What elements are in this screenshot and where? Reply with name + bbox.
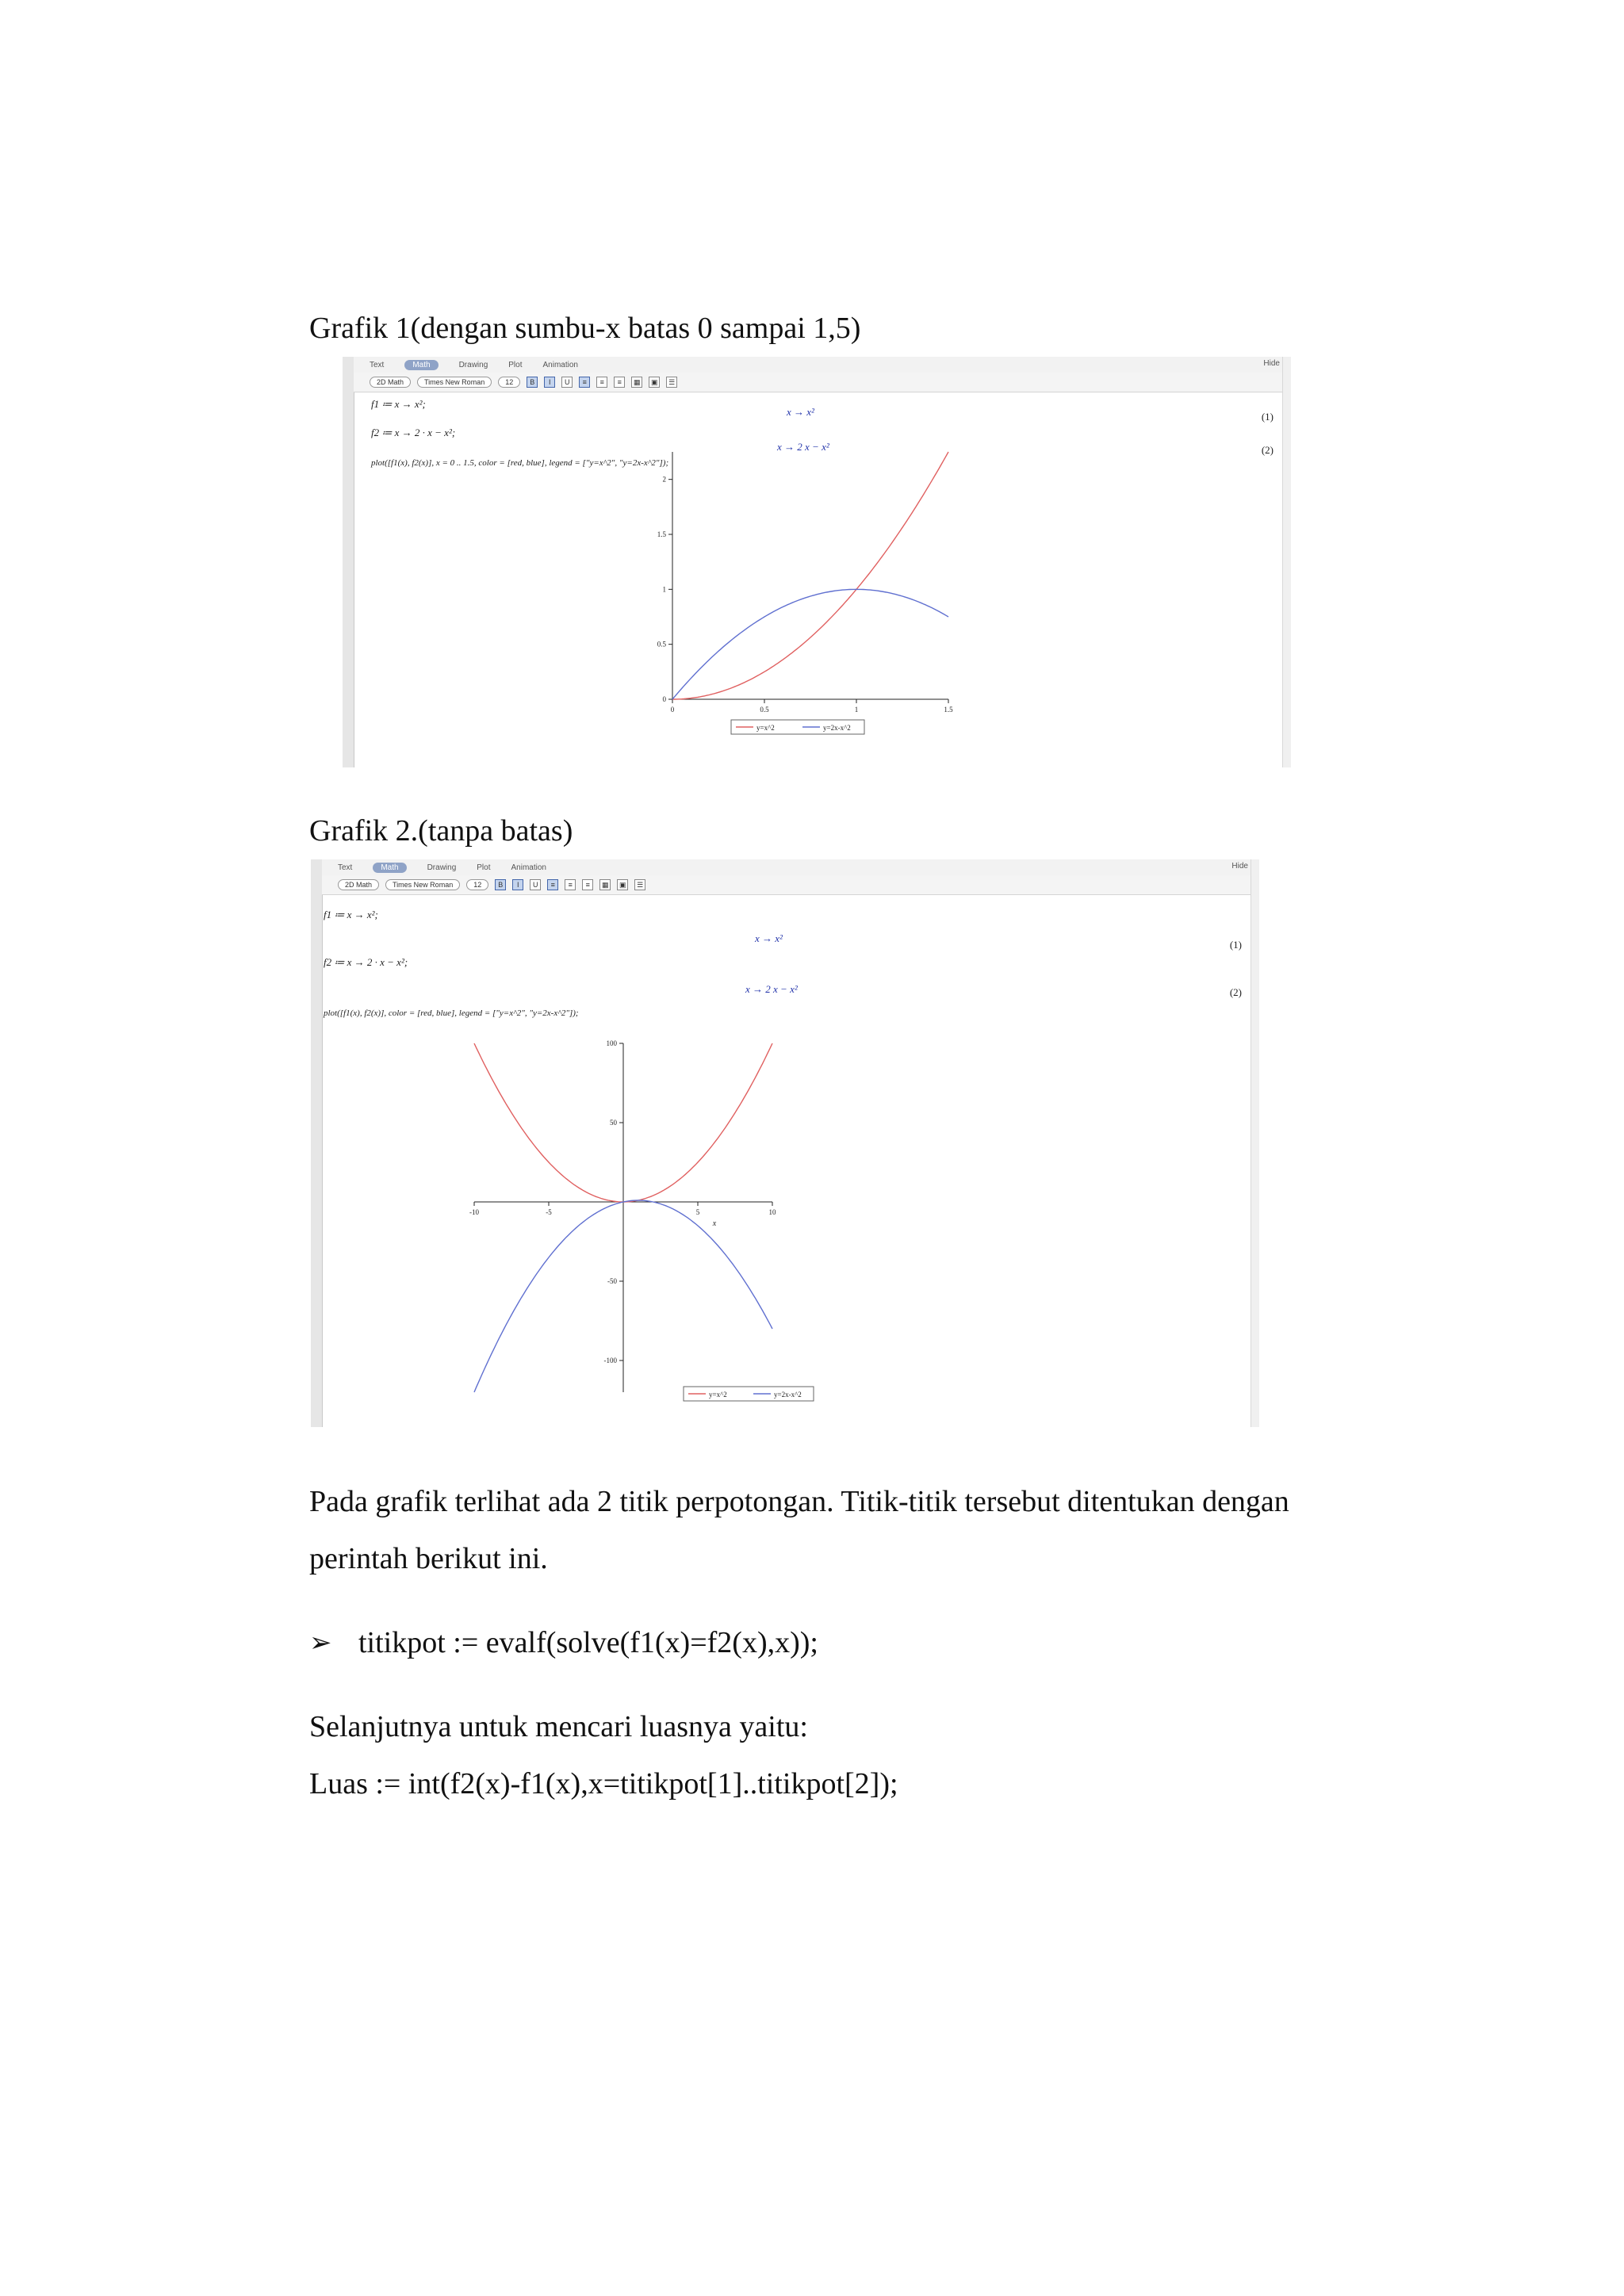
- body-paragraph: Pada grafik terlihat ada 2 titik perpotongan. Titik-titik tersebut ditentukan dengan perintah berikut ini.: [309, 1485, 1289, 1575]
- tab-plot[interactable]: Plot: [477, 863, 491, 872]
- y-tick-label: 0.5: [657, 640, 666, 649]
- y-tick-label: 0: [662, 695, 666, 703]
- align-center-icon[interactable]: ≡: [596, 377, 607, 388]
- command-f2[interactable]: f2 ≔ x → 2 · x − x²;: [371, 427, 456, 438]
- x-axis-label: x: [712, 1219, 717, 1228]
- caption-grafik-1: Grafik 1(dengan sumbu-x batas 0 sampai 1,5): [309, 312, 861, 345]
- series-line-1: [672, 452, 948, 699]
- right-scrollbar[interactable]: [1251, 859, 1259, 1427]
- x-tick-label: 10: [768, 1208, 776, 1216]
- italic-icon[interactable]: I: [544, 377, 555, 388]
- bullet-item: [309, 1624, 818, 1662]
- output-f2: x → 2 x − x²: [777, 441, 829, 453]
- series-line-2: [672, 589, 948, 699]
- underline-icon[interactable]: U: [561, 377, 573, 388]
- image-icon[interactable]: ▣: [617, 879, 628, 890]
- size-dropdown[interactable]: 12: [498, 377, 520, 388]
- y-tick-label: 100: [606, 1039, 617, 1047]
- x-tick-label: -5: [546, 1208, 552, 1216]
- size-dropdown[interactable]: 12: [466, 879, 488, 890]
- equation-label-1: (1): [1261, 411, 1274, 423]
- align-right-icon[interactable]: ≡: [614, 377, 625, 388]
- font-dropdown[interactable]: Times New Roman: [385, 879, 460, 890]
- tab-animation[interactable]: Animation: [542, 360, 578, 369]
- plot-1: [343, 357, 1291, 767]
- maple-screenshot-1: [343, 357, 1291, 767]
- x-tick-label: 5: [695, 1208, 700, 1216]
- output-f2: x → 2 x − x²: [745, 983, 798, 995]
- command-f2[interactable]: f2 ≔ x → 2 · x − x²;: [324, 956, 408, 968]
- underline-icon[interactable]: U: [530, 879, 541, 890]
- x-tick-label: 0.5: [760, 706, 769, 714]
- font-dropdown[interactable]: Times New Roman: [417, 377, 492, 388]
- y-tick-label: -100: [603, 1357, 617, 1364]
- tab-text[interactable]: Text: [370, 360, 385, 369]
- y-tick-label: 2: [662, 475, 666, 484]
- align-left-icon[interactable]: ≡: [579, 377, 590, 388]
- legend-label-2: y=2x-x^2: [774, 1391, 802, 1399]
- tab-drawing[interactable]: Drawing: [458, 360, 488, 369]
- plot-2: [311, 859, 1259, 1427]
- tab-math[interactable]: Math: [373, 863, 406, 873]
- output-f1: x → x²: [787, 406, 814, 418]
- x-tick-label: -10: [469, 1208, 479, 1216]
- y-tick-label: -50: [607, 1277, 617, 1285]
- equation-label-2: (2): [1229, 986, 1242, 998]
- y-tick-label: 1: [662, 585, 666, 594]
- align-center-icon[interactable]: ≡: [565, 879, 576, 890]
- image-icon[interactable]: ▣: [649, 377, 660, 388]
- align-left-icon[interactable]: ≡: [547, 879, 558, 890]
- hide-button[interactable]: Hide: [1263, 359, 1280, 368]
- x-tick-label: 1.5: [944, 706, 953, 714]
- list-icon[interactable]: ☰: [634, 879, 645, 890]
- tab-drawing[interactable]: Drawing: [427, 863, 457, 872]
- equation-label-2: (2): [1261, 444, 1274, 456]
- bullet-arrow-icon: ➢: [309, 1627, 332, 1659]
- mode-dropdown[interactable]: 2D Math: [370, 377, 411, 388]
- table-icon[interactable]: ▦: [599, 879, 611, 890]
- legend-label-2: y=2x-x^2: [823, 724, 851, 732]
- command-plot-1[interactable]: plot([f1(x), f2(x)], x = 0 .. 1.5, color = [red, blue], legend = ["y=x^2", "y=2x-x^2"]);: [371, 458, 669, 468]
- x-tick-label: 0: [670, 706, 675, 714]
- maple-screenshot-2: [311, 859, 1259, 1427]
- legend-label-1: y=x^2: [756, 724, 775, 732]
- align-right-icon[interactable]: ≡: [582, 879, 593, 890]
- legend-label-1: y=x^2: [709, 1391, 727, 1399]
- tab-animation[interactable]: Animation: [511, 863, 546, 872]
- list-icon[interactable]: ☰: [666, 377, 677, 388]
- y-tick-label: 1.5: [657, 530, 666, 538]
- mode-dropdown[interactable]: 2D Math: [338, 879, 379, 890]
- equation-label-1: (1): [1229, 939, 1242, 951]
- right-scrollbar[interactable]: [1282, 357, 1291, 767]
- table-icon[interactable]: ▦: [631, 377, 642, 388]
- tab-plot[interactable]: Plot: [508, 360, 523, 369]
- tab-math[interactable]: Math: [404, 360, 438, 370]
- output-f1: x → x²: [755, 932, 783, 944]
- command-plot-2[interactable]: plot([f1(x), f2(x)], color = [red, blue], legend = ["y=x^2", "y=2x-x^2"]);: [324, 1008, 579, 1018]
- command-f1[interactable]: f1 ≔ x → x²;: [324, 909, 378, 920]
- tab-text[interactable]: Text: [338, 863, 353, 872]
- bold-icon[interactable]: B: [527, 377, 538, 388]
- italic-icon[interactable]: I: [512, 879, 523, 890]
- command-f1[interactable]: f1 ≔ x → x²;: [371, 398, 426, 410]
- y-tick-label: 50: [610, 1119, 617, 1127]
- next-step-text: Selanjutnya untuk mencari luasnya yaitu:: [309, 1710, 808, 1743]
- bullet-command: titikpot := evalf(solve(f1(x)=f2(x),x));: [358, 1626, 818, 1659]
- bold-icon[interactable]: B: [495, 879, 506, 890]
- caption-grafik-2: Grafik 2.(tanpa batas): [309, 814, 573, 848]
- luas-command: Luas := int(f2(x)-f1(x),x=titikpot[1]..titikpot[2]);: [309, 1767, 898, 1800]
- x-tick-label: 1: [854, 706, 859, 714]
- hide-button[interactable]: Hide: [1231, 862, 1248, 871]
